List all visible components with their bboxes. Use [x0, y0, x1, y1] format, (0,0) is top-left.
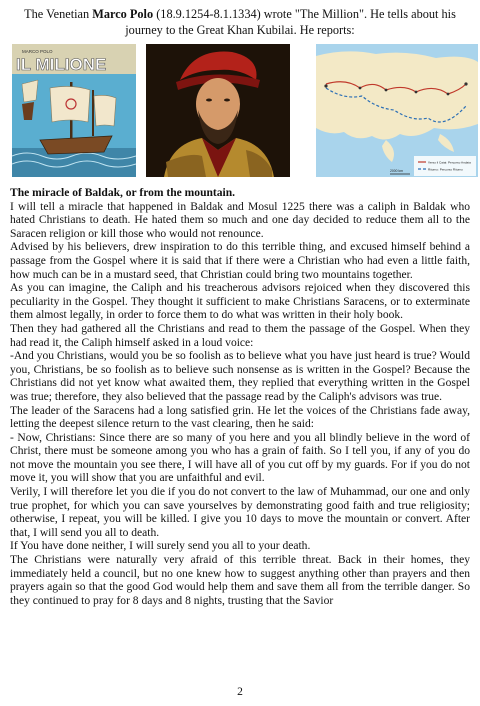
image-row — [10, 44, 470, 179]
author-name: Marco Polo — [92, 7, 154, 21]
story-paragraph: If You have done neither, I will surely send you all to your death. — [10, 540, 311, 553]
map-legend-1: Verso il Catai: Percorso Andata — [428, 160, 471, 165]
marco-polo-portrait — [146, 44, 290, 177]
story-paragraph: Then they had gathered all the Christians and read to them the passage of the Gospel. When they had read it, the Caliph himself asked in a loud voice: — [10, 322, 470, 349]
story-heading: The miracle of Baldak, or from the mountain. — [10, 187, 236, 199]
page-number: 2 — [237, 686, 243, 698]
intro-text — [10, 6, 470, 38]
story-paragraph: The leader of the Saracens had a long satisfied grin. He let the voices of the Christians fade away, letting the deepest silence return to the vast clearing, then he said: — [10, 404, 470, 431]
story-paragraph: -And you Christians, would you be so foolish as to believe what you have just heard is true? Would you, Christians, be so foolish as to believe such nonsense as is written in the Gospel? Because the Christians did not yet know what awaited them, they replied that everything written in the Gospel was true; therefore, they also believed that the passage read by the Caliph's advisors was true. — [10, 350, 470, 403]
book-title: IL MILIONE — [16, 55, 107, 74]
story-paragraph: As you can imagine, the Caliph and his treacherous advisors rejoiced when they discovered this peculiarity in the Gospel. They thought it sufficient to make Christians Saracens, or to exterminate them almost legally, in order to force them to do what was written in their holy book. — [10, 282, 470, 322]
story-paragraph: The Christians were naturally very afraid of this terrible threat. Back in their homes, they immediately held a council, but no one knew how to suggest anything other than prayers and then prayers again so that the good God would help them and save them all from the terrible danger. So they continued to pray for 8 days and 8 nights, trusting that the Savior — [10, 554, 470, 607]
map-legend-2: Ritorno: Percorso Ritorno — [428, 167, 463, 172]
story-paragraph: Advised by his believers, drew inspiration to do this terrible thing, and excused himself behind a passage from the Gospel where it is said that if there were a Christian who had even a little faith, how much can be in a mustard seed, that Christian could bring two mountains together. — [10, 241, 470, 281]
route-map-image — [316, 44, 478, 177]
intro-after: (18.9.1254-8.1.1334) wrote "The Million". He tells about his journey to the Great Khan Kubilai. He reports: — [125, 7, 456, 37]
book-cover-image — [12, 44, 136, 177]
story-paragraph: Verily, I will therefore let you die if you do not convert to the law of Muhammad, our one and only true prophet, for which you can save yourselves by demonstrating good faith and true religiosity; otherwise, I repeat, you will be killed. I give you 10 days to move the mountain or convert. After that, I will send you all to death. — [10, 486, 470, 539]
intro-before: The Venetian — [24, 7, 93, 21]
story-body — [10, 187, 470, 608]
map-scale-label: 2000 km — [390, 169, 404, 173]
story-paragraph: - Now, Christians: Since there are so many of you here and you all blindly believe in the word of Christ, there must be someone among you who has a grain of faith. So I tell you, if any of you do not move the mountain you see there, I will have all of you cut off by my guards. For if you do not move it, you will show that you are unfaithful and evil. — [10, 431, 470, 485]
story-paragraph: I will tell a miracle that happened in Baldak and Mosul 1225 there was a caliph in Baldak who hated Christians to death. He hated them so much and one day decided to reduce them all to the Saracen religion or kill those who would not renounce. — [10, 200, 470, 240]
book-small-label: MARCO POLO — [22, 49, 53, 54]
